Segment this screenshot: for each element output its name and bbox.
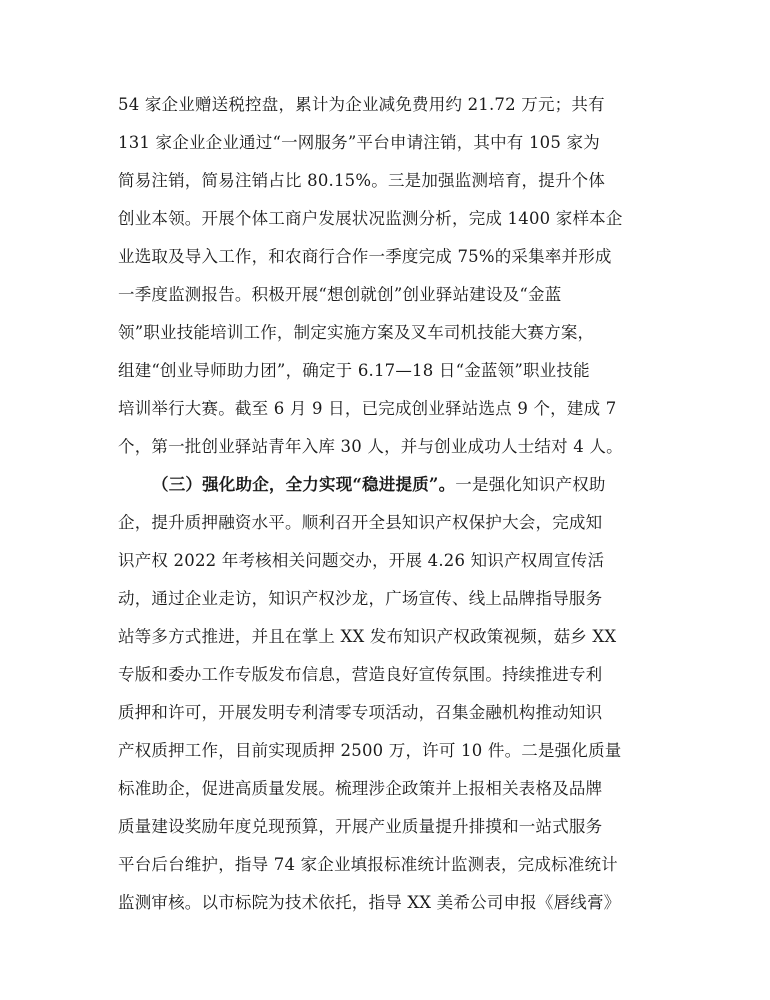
paragraph-line: 专版和委办工作专版发布信息，营造良好宣传氛围。持续推进专利 [118, 665, 603, 684]
paragraph-line: 识产权 2022 年考核相关问题交办，开展 4.26 知识产权周宣传活 [118, 551, 605, 570]
paragraph-line: 产权质押工作，目前实现质押 2500 万，许可 10 件。二是强化质量 [118, 741, 622, 760]
paragraph-line: 简易注销，简易注销占比 80.15%。三是加强监测培育，提升个体 [118, 171, 606, 190]
paragraph-line: 企，提升质押融资水平。顺利召开全县知识产权保护大会，完成知 [118, 513, 603, 532]
paragraph-line: 标准助企，促进高质量发展。梳理涉企政策并上报相关表格及品牌 [118, 779, 603, 798]
section-first-line [152, 473, 658, 497]
paragraph-line: 业选取及导入工作，和农商行合作一季度完成 75%的采集率并形成 [118, 247, 612, 266]
paragraph-line: 组建“创业导师助力团”，确定于 6.17—18 日“金蓝领”职业技能 [118, 361, 590, 380]
paragraph-line: 质量建设奖励年度兑现预算，开展产业质量提升排摸和一站式服务 [118, 817, 603, 836]
paragraph-line: 站等多方式推进，并且在掌上 XX 发布知识产权政策视频，菇乡 XX [118, 627, 617, 646]
paragraph-line: 培训举行大赛。截至 6 月 9 日，已完成创业驿站选点 9 个，建成 7 [118, 399, 617, 418]
section-first-line-rest: 一是强化知识产权助 [455, 475, 606, 494]
paragraph-line: 131 家企业企业通过“一网服务”平台申请注销，其中有 105 家为 [118, 133, 600, 152]
section-heading: （三）强化助企，全力实现“稳进提质”。 [152, 475, 456, 494]
paragraph-line: 平台后台维护，指导 74 家企业填报标准统计监测表，完成标准统计 [118, 855, 618, 874]
paragraph-line: 监测审核。以市标院为技术依托，指导 XX 美希公司申报《唇线膏》 [118, 893, 621, 912]
paragraph-line: 创业本领。开展个体工商户发展状况监测分析，完成 1400 家样本企 [118, 209, 623, 228]
paragraph-line: 领”职业技能培训工作，制定实施方案及叉车司机技能大赛方案， [118, 323, 595, 342]
paragraph-line: 54 家企业赠送税控盘，累计为企业减免费用约 21.72 万元；共有 [118, 95, 605, 114]
paragraph-line: 质押和许可，开展发明专利清零专项活动，召集金融机构推动知识 [118, 703, 603, 722]
paragraph-line: 个，第一批创业驿站青年入库 30 人，并与创业成功人士结对 4 人。 [118, 437, 623, 456]
paragraph-line: 动，通过企业走访，知识产权沙龙，广场宣传、线上品牌指导服务 [118, 589, 603, 608]
paragraph-line: 一季度监测报告。积极开展“想创就创”创业驿站建设及“金蓝 [118, 285, 562, 304]
